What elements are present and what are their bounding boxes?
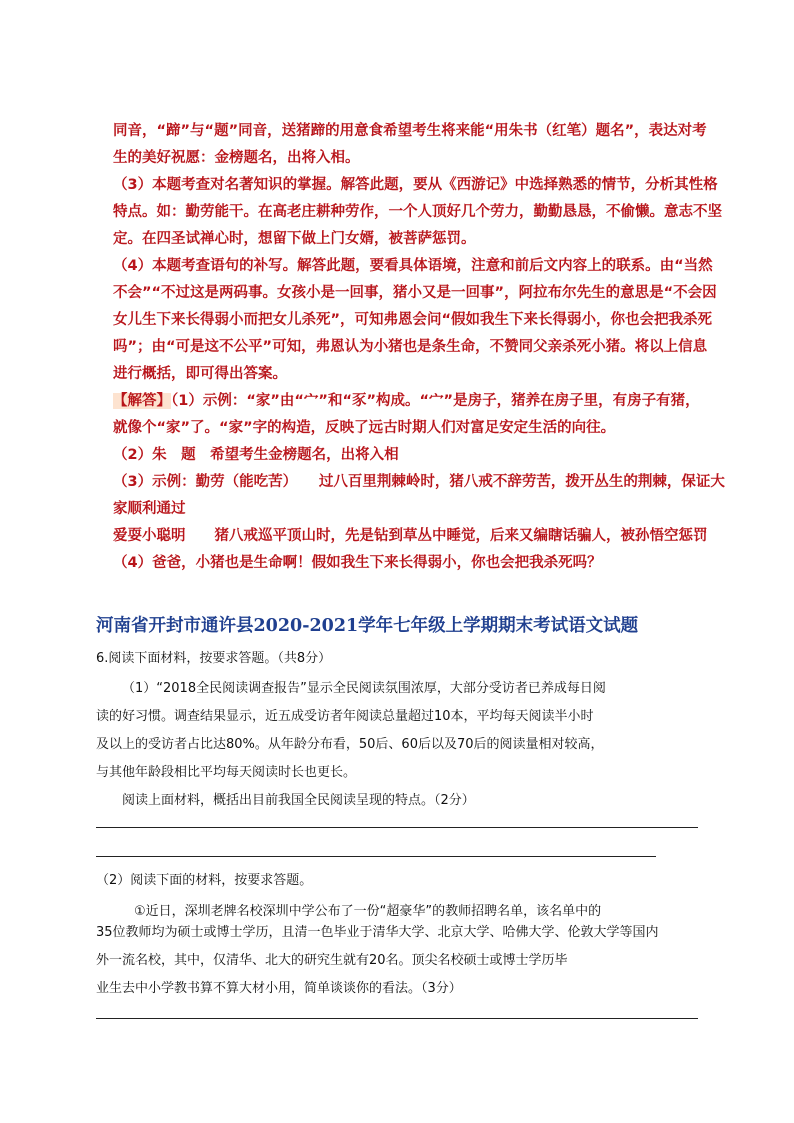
passage-line: 与其他年龄段相比平均每天阅读时长也更长。 [96,765,357,780]
passage-line: 35位教师均为硕士或博士学历，且清一色毕业于清华大学、北京大学、哈佛大学、伦敦大学等国内 [96,925,659,940]
question-heading: 6.阅读下面材料，按要求答题。（共8分） [96,651,332,666]
answer-line: 家顺利通过 [113,501,186,517]
answer-line: 定。在四圣试禅心时，想留下做上门女婿，被菩萨惩罚。 [113,231,476,247]
answer-line: （4）爸爸，小猪也是生命啊！假如我生下来长得弱小，你也会把我杀死吗？ [113,555,602,571]
answer-line: 女儿生下来长得弱小而把女儿杀死”，可知弗恩会问“假如我生下来长得弱小，你也会把我杀死 [113,312,713,328]
answer-line: 进行概括，即可得出答案。 [113,366,287,382]
question-prompt: 业生去中小学教书算不算大材小用，简单谈谈你的看法。（3分） [96,981,462,996]
answer-line: （2）朱 题 希望考生金榜题名，出将入相 [113,447,399,463]
answer-line: （3）本题考查对名著知识的掌握。解答此题，要从《西游记》中选择熟悉的情节，分析其性格 [113,177,718,193]
answer-line: （3）示例：勤劳（能吃苦） 过八百里荆棘岭时，猪八戒不辞劳苦，拨开丛生的荆棘，保证大 [113,474,725,490]
question-subheading: （2）阅读下面的材料，按要求答题。 [96,873,313,888]
answer-blank-line[interactable] [96,856,656,857]
answer-solution-line [113,391,700,411]
answer-line: 特点。如：勤劳能干。在高老庄耕种劳作，一个人顶好几个劳力，勤勤恳恳，不偷懒。意志不坚 [113,204,722,220]
passage-line: 读的好习惯。调查结果显示，近五成受访者年阅读总量超过10本，平均每天阅读半小时 [96,709,594,724]
answer-line: 不会”“不过这是两码事。女孩小是一回事，猪小又是一回事”，阿拉布尔先生的意思是“不会因 [113,285,717,301]
passage-line: （1）“2018全民阅读调查报告”显示全民阅读氛围浓厚，大部分受访者已养成每日阅 [122,681,606,696]
question-prompt: 阅读上面材料，概括出目前我国全民阅读呈现的特点。（2分） [122,793,475,808]
answer-tag: 【解答】 [113,393,171,409]
passage-line: 及以上的受访者占比达80%。从年龄分布看，50后、60后以及70后的阅读量相对较高， [96,737,604,752]
answer-line: 就像个“家”了。“家”字的构造，反映了远古时期人们对富足安定生活的向往。 [113,420,616,436]
answer-line: （4）本题考查语句的补写。解答此题，要看具体语境，注意和前后文内容上的联系。由“当然 [113,258,713,274]
answer-line: 生的美好祝愿：金榜题名，出将入相。 [113,150,360,166]
answer-line: 同音，“蹄”与“题”同音，送猪蹄的用意食希望考生将来能“用朱书（红笔）题名”，表达对考 [113,123,707,139]
answer-line: 吗”；由“可是这不公平”可知，弗恩认为小猪也是条生命，不赞同父亲杀死小猪。将以上信息 [113,339,708,355]
answer-blank-line[interactable] [96,1018,698,1019]
exam-title: 河南省开封市通许县2020-2021学年七年级上学期期末考试语文试题 [96,616,639,636]
passage-line: ①近日，深圳老牌名校深圳中学公布了一份“超豪华”的教师招聘名单，该名单中的 [134,904,602,919]
answer-text: （1）示例：“家”由“宀”和“豕”构成。“宀”是房子，猪养在房子里，有房子有猪， [171,393,700,409]
answer-blank-line[interactable] [96,827,698,828]
passage-line: 外一流名校，其中，仅清华、北大的研究生就有20名。顶尖名校硕士或博士学历毕 [96,953,568,968]
answer-line: 爱耍小聪明 猪八戒巡平顶山时，先是钻到草丛中睡觉，后来又编瞎话骗人，被孙悟空惩罚 [113,528,708,544]
